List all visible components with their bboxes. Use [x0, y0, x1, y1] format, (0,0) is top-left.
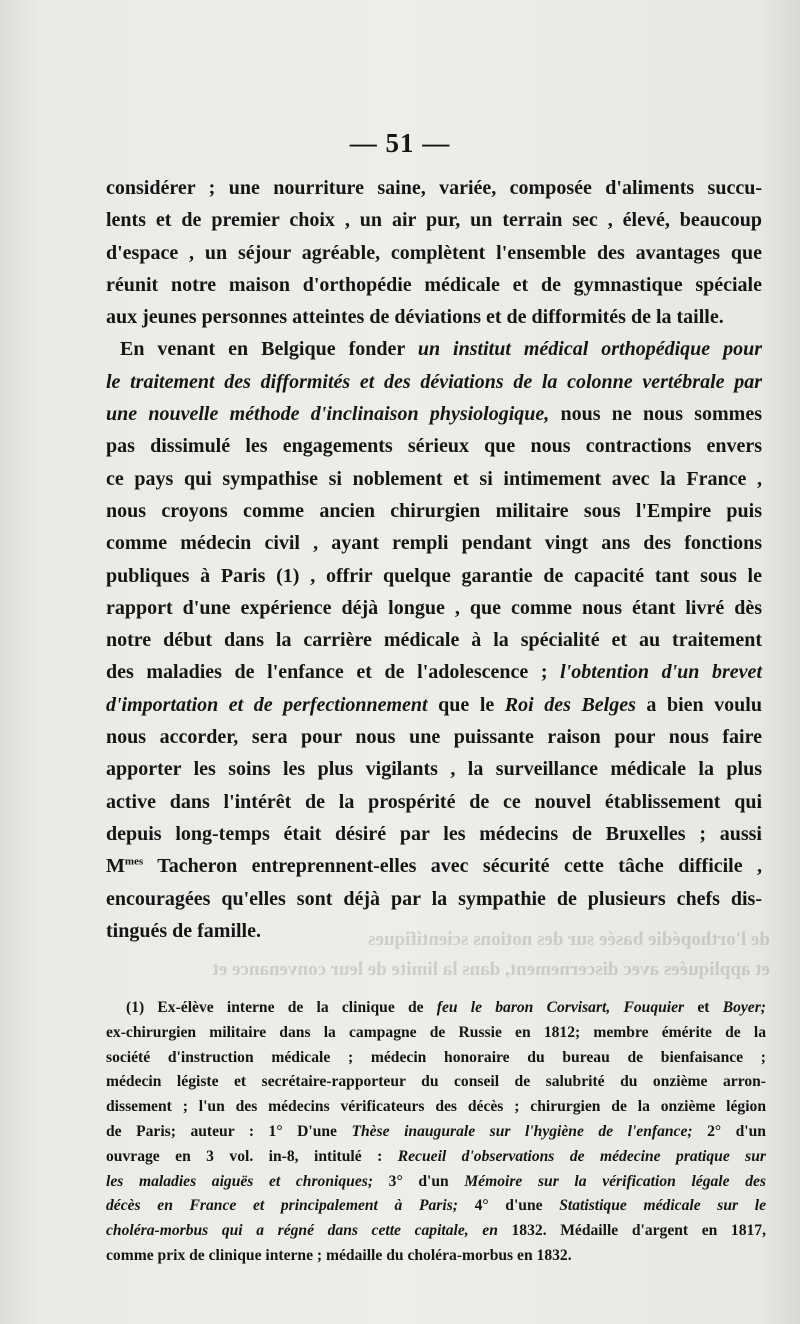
text-line: nous croyons comme ancien chirurgien militaire sous l'Empire puis — [106, 499, 762, 522]
text-line: ce pays qui sympathise si noblement et si intimement avec la France , — [106, 467, 762, 490]
main-text — [106, 172, 762, 947]
text-line: publiques à Paris (1) , offrir quelque garantie de capacité tant sous le — [106, 564, 762, 587]
text-line: comme médecin civil , ayant rempli pendant vingt ans des fonctions — [106, 532, 762, 555]
text-run: 3° d'un — [373, 1172, 465, 1190]
italic-run: le traitement des difformités et des déviations de la colonne vertébrale par — [106, 370, 762, 393]
text-line: lents et de premier choix , un air pur, un terrain sec , élevé, beaucoup — [106, 209, 762, 232]
footnote-line — [106, 1170, 766, 1195]
show-through-line: de l'orthopédie basée sur des notions scientifiques — [368, 929, 770, 950]
italic-run: Boyer; — [722, 999, 766, 1016]
text-line: encouragées qu'elles sont déjà par la sympathie de plusieurs chefs dis- — [106, 887, 762, 910]
footnote-line: dissement ; l'un des médecins vérificateurs des décès ; chirurgien de la onzième légion — [106, 1098, 766, 1116]
footnote-line — [106, 996, 766, 1021]
footnote-line: comme prix de clinique interne ; médaille du choléra-morbus en 1832. — [106, 1246, 572, 1264]
text-line: considérer ; une nourriture saine, variée, composée d'aliments succu- — [106, 177, 762, 199]
text-line: tingués de famille. — [106, 919, 261, 942]
footnote-line — [106, 1219, 766, 1244]
show-through-text — [212, 925, 770, 985]
italic-run: d'importation et de perfectionnement — [106, 693, 428, 716]
text-run: et — [684, 999, 723, 1016]
text-line: notre début dans la carrière médicale à la spécialité et au traitement — [106, 629, 762, 652]
italic-run: Statistique médicale sur le — [559, 1197, 766, 1215]
text-line — [106, 850, 762, 882]
footnote-line — [106, 1120, 766, 1145]
text-run: (1) Ex-élève interne de la clinique de — [126, 999, 437, 1016]
text-line — [106, 689, 762, 721]
italic-run: feu le baron Corvisart, Fouquier — [436, 999, 685, 1016]
text-line: nous accorder, sera pour nous une puissante raison pour nous faire — [106, 726, 762, 749]
text-line: depuis long-temps était désiré par les médecins de Bruxelles ; aussi — [106, 822, 762, 845]
italic-run: Thèse inaugurale sur l'hygiène de l'enfance; — [351, 1122, 693, 1140]
footnote-line: société d'instruction médicale ; médecin honoraire du bureau de bienfaisance ; — [106, 1048, 766, 1066]
text-run: 1832. Médaille d'argent en 1817, — [497, 1222, 767, 1240]
italic-run: une nouvelle méthode d'inclinaison physiologique, — [106, 403, 550, 426]
text-run: des maladies de l'enfance et de l'adolescence ; — [106, 661, 561, 684]
text-line — [106, 333, 762, 365]
text-line: aux jeunes personnes atteintes de déviations et de difformités de la taille. — [106, 306, 724, 329]
italic-run: Mémoire sur la vérification légale des — [464, 1172, 766, 1190]
text-line — [106, 398, 762, 430]
italic-run: Recueil d'observations de médecine pratique sur — [397, 1147, 766, 1165]
text-line: active dans l'intérêt de la prospérité de ce nouvel établissement qui — [106, 790, 762, 813]
text-run: nous ne nous sommes — [549, 403, 763, 426]
italic-run: les maladies aiguës et chroniques; — [106, 1172, 374, 1190]
text-run: de Paris; auteur : 1° D'une — [106, 1122, 352, 1140]
text-line: apporter les soins les plus vigilants , la surveillance médicale la plus — [106, 758, 762, 781]
text-run: a bien voulu — [635, 693, 762, 716]
footnote — [106, 996, 766, 1269]
text-line: pas dissimulé les engagements sérieux que nous contractions envers — [106, 435, 762, 458]
text-run: 2° d'un — [692, 1122, 766, 1140]
text-line: d'espace , un séjour agréable, complètent l'ensemble des avantages que — [106, 241, 762, 264]
footnote-line — [106, 1145, 766, 1170]
footnote-line: ex-chirurgien militaire dans la campagne de Russie en 1812; membre émérite de la — [106, 1023, 766, 1041]
text-line: réunit notre maison d'orthopédie médicale et de gymnastique spéciale — [106, 273, 762, 296]
footnote-line — [106, 1194, 766, 1219]
text-run: 4° d'une — [457, 1197, 560, 1215]
italic-run: choléra-morbus qui a régné dans cette capitale, en — [106, 1222, 498, 1240]
text-line — [106, 656, 762, 688]
text-line — [106, 366, 762, 398]
footnote-line: médecin légiste et secrétaire-rapporteur du conseil de salubrité du onzième arron- — [106, 1073, 766, 1091]
text-run: que le — [427, 693, 505, 716]
text-line: rapport d'une expérience déjà longue , que comme nous étant livré dès — [106, 596, 762, 619]
text-run: Tacheron entreprennent-elles avec sécurité cette tâche difficile , — [143, 855, 762, 878]
text-run: En venant en Belgique fonder — [120, 338, 418, 361]
italic-run: décès en France et principalement à Paris; — [106, 1197, 458, 1215]
italic-run: Roi des Belges — [504, 693, 636, 716]
page-number: — 51 — — [349, 128, 451, 158]
superscript: mes — [124, 855, 144, 868]
italic-run: un institut médical orthopédique pour — [417, 338, 762, 361]
italic-run: l'obtention d'un brevet — [560, 661, 762, 684]
text-run: M — [106, 855, 125, 878]
show-through-line: et appliquées avec discernement, dans la limite de leur convenance et — [212, 959, 770, 980]
text-run: ouvrage en 3 vol. in-8, intitulé : — [106, 1147, 398, 1165]
